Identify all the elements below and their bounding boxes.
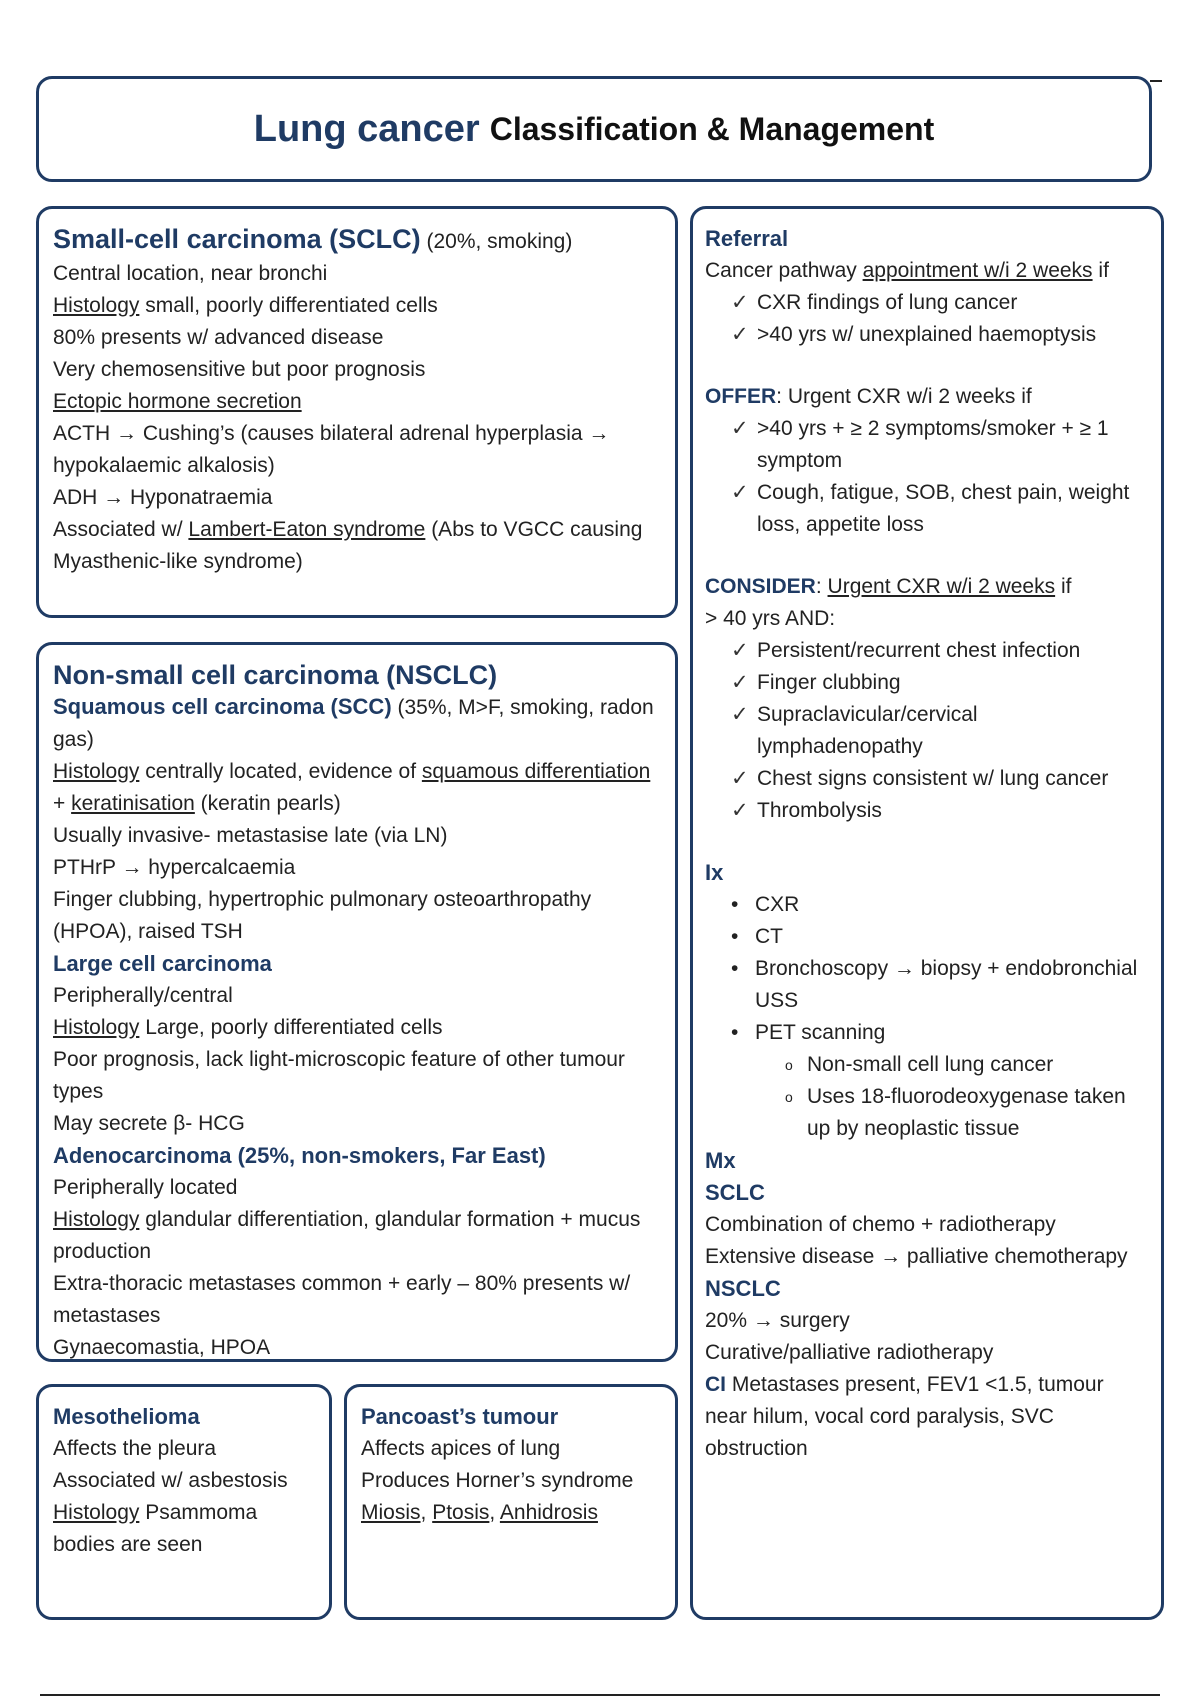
- adeno-meta: Extra-thoracic metastases common + early – 80% presents w/ metastases: [53, 1272, 631, 1327]
- top-rule: [1150, 80, 1162, 82]
- referral-text: [705, 255, 1147, 287]
- scc-hist-label: Histology: [53, 760, 140, 783]
- list-item: • PET scanning: [705, 1017, 1147, 1049]
- scc-hist-text: centrally located, evidence of: [139, 760, 422, 783]
- list-item: ✓ CXR findings of lung cancer: [705, 287, 1147, 319]
- scc-hist-u2: keratinisation: [71, 792, 195, 815]
- title-sub: Classification & Management: [489, 110, 935, 147]
- list-item: • Bronchoscopy → biopsy + endobronchial USS: [705, 953, 1147, 1017]
- meso-pleura: Affects the pleura: [53, 1437, 217, 1460]
- miosis: Miosis: [361, 1501, 421, 1524]
- adeno-hist-text: glandular differentiation, glandular formation + mucus production: [53, 1208, 641, 1263]
- sclc-chemo: Very chemosensitive but poor prognosis: [53, 358, 426, 381]
- ix-sub-list: [705, 1049, 1147, 1145]
- referral-u: appointment w/i 2 weeks: [862, 259, 1093, 282]
- sclc-advanced: 80% presents w/ advanced disease: [53, 326, 384, 349]
- adeno-histology: [53, 1204, 661, 1268]
- ix-list: [705, 889, 1147, 1049]
- mx-ci-text: Metastases present, FEV1 <1.5, tumour near hilum, vocal cord paralysis, SVC obstruction: [705, 1373, 1104, 1460]
- anhidrosis: Anhidrosis: [499, 1501, 598, 1524]
- nsclc-heading: Non-small cell carcinoma (NSCLC): [53, 660, 498, 690]
- mx-sclc-1: Combination of chemo + radiotherapy: [705, 1213, 1056, 1236]
- list-item: ✓ Cough, fatigue, SOB, chest pain, weight loss, appetite loss: [705, 477, 1147, 541]
- pancoast-signs: [361, 1497, 661, 1529]
- pancoast-horner: Produces Horner’s syndrome: [361, 1469, 634, 1492]
- list-item: ✓ Finger clubbing: [705, 667, 1147, 699]
- adeno-location: Peripherally located: [53, 1176, 238, 1199]
- pancoast-apices: Affects apices of lung: [361, 1437, 561, 1460]
- list-item: ✓ Persistent/recurrent chest infection: [705, 635, 1147, 667]
- large-hcg: May secrete β- HCG: [53, 1112, 245, 1135]
- sep-1: ,: [420, 1501, 433, 1524]
- scc-hist-u1: squamous differentiation: [421, 760, 651, 783]
- right-box: [690, 206, 1164, 1620]
- sep-2: ,: [489, 1501, 500, 1524]
- large-prognosis: Poor prognosis, lack light-microscopic feature of other tumour types: [53, 1048, 625, 1103]
- histology-label: Histology: [53, 294, 140, 317]
- list-item: • CXR: [705, 889, 1147, 921]
- offer-label: OFFER: [705, 385, 777, 408]
- adeno-gyn: Gynaecomastia, HPOA: [53, 1336, 271, 1359]
- lambert-post: (Abs to VGCC causing Myasthenic-like syndrome): [53, 518, 643, 573]
- ptosis: Ptosis: [432, 1501, 490, 1524]
- list-item: o Uses 18-fluorodeoxygenase taken up by neoplastic tissue: [705, 1081, 1147, 1145]
- histology-text: small, poorly differentiated cells: [139, 294, 438, 317]
- list-item: ✓ >40 yrs + ≥ 2 symptoms/smoker + ≥ 1 symptom: [705, 413, 1147, 477]
- meso-hist-text: Psammoma bodies are seen: [53, 1501, 258, 1556]
- consider-line: [705, 571, 1147, 603]
- large-heading: Large cell carcinoma: [53, 951, 272, 976]
- sclc-heading-text: Small-cell carcinoma (SCLC): [53, 224, 421, 254]
- sclc-lambert: [53, 514, 661, 578]
- scc-hist-plus: +: [53, 792, 72, 815]
- offer-line: [705, 381, 1147, 413]
- adeno-heading: Adenocarcinoma (25%, non-smokers, Far East): [53, 1143, 546, 1168]
- list-item: • CT: [705, 921, 1147, 953]
- mx-nsclc-1: 20% → surgery: [705, 1309, 850, 1332]
- referral-pre: Cancer pathway: [705, 259, 863, 282]
- sclc-location: Central location, near bronchi: [53, 262, 328, 285]
- large-hist-text: Large, poorly differentiated cells: [139, 1016, 443, 1039]
- list-item: o Non-small cell lung cancer: [705, 1049, 1147, 1081]
- list-item: ✓ Thrombolysis: [705, 795, 1147, 827]
- large-location: Peripherally/central: [53, 984, 233, 1007]
- consider-label: CONSIDER: [705, 575, 816, 598]
- scc-heading-line: [53, 691, 661, 756]
- bottom-rule: [40, 1694, 1160, 1696]
- large-histology: [53, 1012, 661, 1044]
- scc-hist-post: (keratin pearls): [194, 792, 341, 815]
- referral-heading: Referral: [705, 226, 789, 251]
- meso-histology: [53, 1497, 315, 1561]
- lambert-pre: Associated w/: [53, 518, 189, 541]
- referral-post: if: [1092, 259, 1109, 282]
- sclc-ectopic: Ectopic hormone secretion: [53, 390, 302, 413]
- sclc-acth: ACTH → Cushing’s (causes bilateral adrenal hyperplasia → hypokalaemic alkalosis): [53, 422, 610, 477]
- meso-asbestos: Associated w/ asbestosis: [53, 1469, 288, 1492]
- consider-age: > 40 yrs AND:: [705, 607, 836, 630]
- mx-sclc-2: Extensive disease → palliative chemotherapy: [705, 1245, 1128, 1268]
- scc-histology: [53, 756, 661, 820]
- consider-u: Urgent CXR w/i 2 weeks: [827, 575, 1056, 598]
- title-main: Lung cancer: [253, 107, 480, 150]
- consider-list: [705, 635, 1147, 827]
- mx-ci-label: CI: [705, 1373, 726, 1396]
- pancoast-box: [344, 1384, 678, 1620]
- offer-list: [705, 413, 1147, 541]
- scc-clubbing: Finger clubbing, hypertrophic pulmonary osteoarthropathy (HPOA), raised TSH: [53, 888, 592, 943]
- consider-post: if: [1055, 575, 1072, 598]
- nsclc-box: [36, 642, 678, 1362]
- mx-sclc-heading: SCLC: [705, 1180, 765, 1205]
- scc-heading: Squamous cell carcinoma (SCC): [53, 694, 392, 719]
- list-item: ✓ Chest signs consistent w/ lung cancer: [705, 763, 1147, 795]
- title-box: [36, 76, 1152, 182]
- referral-list: [705, 287, 1147, 351]
- consider-colon: :: [815, 575, 828, 598]
- mx-nsclc-heading: NSCLC: [705, 1276, 781, 1301]
- lambert-link: Lambert-Eaton syndrome: [188, 518, 426, 541]
- adeno-hist-label: Histology: [53, 1208, 140, 1231]
- meso-box: [36, 1384, 332, 1620]
- mx-heading: Mx: [705, 1148, 736, 1173]
- sclc-heading-note: (20%, smoking): [426, 230, 573, 253]
- scc-invasive: Usually invasive- metastasise late (via LN): [53, 824, 448, 847]
- mx-nsclc-2: Curative/palliative radiotherapy: [705, 1341, 994, 1364]
- mx-ci: [705, 1369, 1147, 1465]
- ix-heading: Ix: [705, 860, 724, 885]
- offer-text: : Urgent CXR w/i 2 weeks if: [776, 385, 1032, 408]
- sclc-adh: ADH → Hyponatraemia: [53, 486, 273, 509]
- meso-hist-label: Histology: [53, 1501, 140, 1524]
- sclc-heading: [53, 223, 661, 258]
- scc-note: (35%, M>F, smoking, radon gas): [53, 696, 654, 751]
- list-item: ✓ Supraclavicular/cervical lymphadenopathy: [705, 699, 1147, 763]
- pancoast-heading: Pancoast’s tumour: [361, 1404, 559, 1429]
- meso-heading: Mesothelioma: [53, 1404, 200, 1429]
- scc-pthrp: PTHrP → hypercalcaemia: [53, 856, 296, 879]
- sclc-histology: [53, 290, 661, 322]
- list-item: ✓ >40 yrs w/ unexplained haemoptysis: [705, 319, 1147, 351]
- sclc-box: [36, 206, 678, 618]
- large-hist-label: Histology: [53, 1016, 140, 1039]
